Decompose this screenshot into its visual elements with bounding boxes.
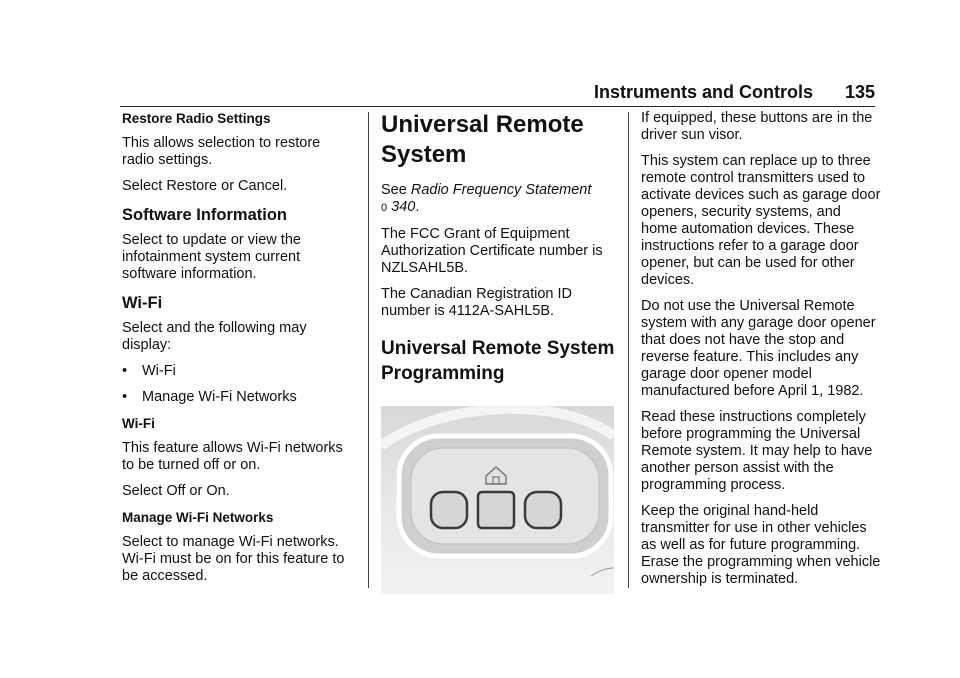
column-middle	[381, 110, 617, 594]
paragraph: If equipped, these buttons are in the driver sun visor.	[641, 110, 873, 143]
bullet-icon: •	[122, 363, 128, 379]
cross-reference-link[interactable]: Radio Frequency Statement	[410, 182, 592, 198]
paragraph: This feature allows Wi-Fi networks to be turned off or on.	[122, 440, 343, 473]
see-prefix: See	[381, 182, 411, 198]
list-item-text: Manage Wi-Fi Networks	[142, 389, 297, 405]
list-item	[122, 363, 354, 380]
restore-radio-heading: Restore Radio Settings	[122, 111, 271, 126]
paragraph: Keep the original hand-held transmitter for use in other vehicles as well as for future programming. Erase the programming when vehicle ownership is terminated.	[641, 503, 881, 587]
see-suffix: .	[415, 199, 420, 215]
universal-remote-system-title: Universal Remote System	[381, 111, 584, 168]
paragraph: The FCC Grant of Equipment Authorization Certificate number is NZLSAHL5B.	[381, 226, 603, 276]
paragraph: Select Off or On.	[122, 483, 230, 499]
see-reference	[381, 182, 617, 217]
manage-wifi-subheading: Manage Wi-Fi Networks	[122, 510, 274, 525]
column-left	[122, 110, 354, 594]
programming-heading: Universal Remote System Programming	[381, 338, 615, 384]
paragraph: Do not use the Universal Remote system with any garage door opener that does not have the stop and reverse feature. This includes any garage door opener model manufactured before April 1, 1982.	[641, 298, 876, 399]
column-divider	[368, 112, 369, 588]
paragraph: Select to update or view the infotainment system current software information.	[122, 232, 301, 282]
cross-reference-page[interactable]: 340	[391, 199, 416, 215]
universal-remote-buttons-illustration	[381, 406, 614, 594]
paragraph: Select Restore or Cancel.	[122, 178, 288, 194]
wifi-heading: Wi-Fi	[122, 294, 163, 312]
page-ref-arrow-icon: 0	[381, 202, 388, 214]
list-item	[122, 389, 354, 406]
bullet-icon: •	[122, 389, 128, 405]
software-information-heading: Software Information	[122, 206, 288, 224]
running-header-title: Instruments and Controls	[593, 82, 813, 102]
column-divider	[628, 112, 629, 588]
list-item-text: Wi-Fi	[142, 363, 176, 379]
paragraph: The Canadian Registration ID number is 4112A-SAHL5B.	[381, 286, 573, 319]
page-number: 135	[844, 82, 875, 102]
page-header	[120, 80, 875, 107]
paragraph: Select and the following may display:	[122, 320, 307, 353]
paragraph: Read these instructions completely before programming the Universal Remote system. It may help to have another person assist with the programming process.	[641, 409, 873, 493]
paragraph: This system can replace up to three remote control transmitters used to activate devices such as garage door openers, security systems, and home automation devices. These instructions refer to a garage door opener, but can be used for other devices.	[641, 153, 881, 288]
column-right	[641, 110, 881, 597]
wifi-subheading: Wi-Fi	[122, 416, 155, 431]
paragraph: This allows selection to restore radio settings.	[122, 135, 321, 168]
visor-buttons-graphic	[381, 406, 614, 594]
paragraph: Select to manage Wi-Fi networks. Wi-Fi must be on for this feature to be accessed.	[122, 534, 345, 584]
